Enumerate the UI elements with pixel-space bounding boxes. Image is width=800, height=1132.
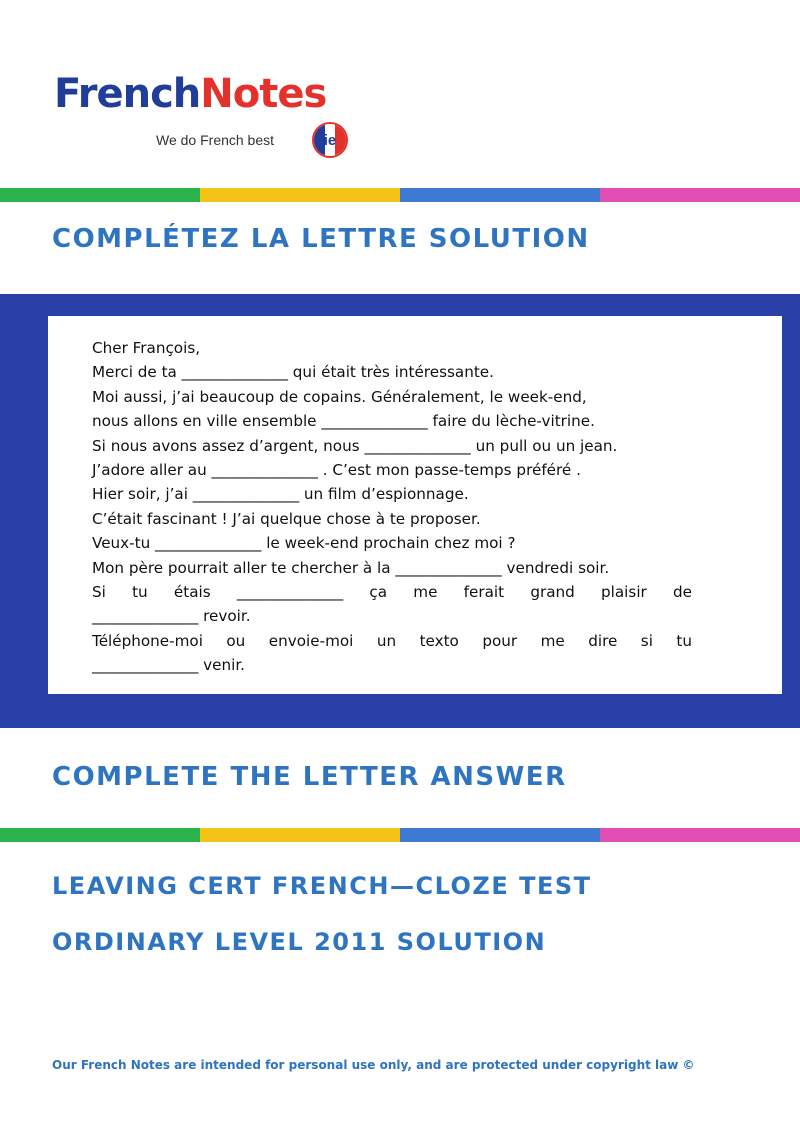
- heading-english-title: COMPLETE THE LETTER ANSWER: [52, 762, 567, 792]
- letter-line: C’était fascinant ! J’ai quelque chose à te proposer.: [92, 509, 481, 528]
- stripe-blue: [400, 828, 600, 842]
- heading-leaving-cert: LEAVING CERT FRENCH—CLOZE TEST: [52, 872, 592, 900]
- letter-line: ______________ revoir.: [92, 607, 251, 626]
- heading-ordinary-level: ORDINARY LEVEL 2011 SOLUTION: [52, 928, 547, 956]
- letter-line: Cher François,: [92, 339, 201, 357]
- stripe-green: [0, 828, 200, 842]
- letter-line: Téléphone-moi ou envoie-moi un texto pour me dire si tu: [92, 631, 692, 650]
- letter-line: Merci de ta ______________ qui était très intéressante.: [92, 363, 494, 382]
- letter-line: Si nous avons assez d’argent, nous ______________ un pull ou un jean.: [92, 436, 618, 455]
- stripe-green: [0, 188, 200, 202]
- letter-line: Hier soir, j’ai ______________ un film d’espionnage.: [92, 485, 469, 504]
- color-stripe-top: [0, 188, 800, 202]
- letter-line: Mon père pourrait aller te chercher à la ______________ vendredi soir.: [92, 558, 610, 577]
- stripe-yellow: [200, 828, 400, 842]
- copyright-footer: Our French Notes are intended for personal use only, and are protected under copyright law ©: [52, 1058, 695, 1072]
- letter-line: Veux-tu ______________ le week-end prochain chez moi ?: [92, 534, 516, 553]
- letter-line: Si tu étais ______________ ça me ferait grand plaisir de: [92, 583, 692, 602]
- color-stripe-bottom: [0, 828, 800, 842]
- badge-text: ie: [323, 131, 337, 149]
- letter-box: [48, 316, 782, 694]
- logo-wordmark: FrenchNotes: [54, 71, 327, 117]
- stripe-pink: [600, 828, 800, 842]
- letter-line: nous allons en ville ensemble ______________ faire du lèche-vitrine.: [92, 412, 595, 431]
- stripe-blue: [400, 188, 600, 202]
- stripe-yellow: [200, 188, 400, 202]
- logo-tagline: We do French best: [156, 132, 275, 148]
- letter-line: J’adore aller au ______________ . C’est mon passe-temps préféré .: [92, 461, 581, 480]
- frenchnotes-logo: [54, 70, 374, 166]
- letter-line: Moi aussi, j’ai beaucoup de copains. Généralement, le week-end,: [92, 387, 587, 406]
- letter-text: [92, 336, 692, 678]
- irish-flag-badge-icon: [312, 122, 348, 158]
- letter-line: ______________ venir.: [92, 656, 245, 675]
- heading-french-title: COMPLÉTEZ LA LETTRE SOLUTION: [52, 224, 590, 254]
- stripe-pink: [600, 188, 800, 202]
